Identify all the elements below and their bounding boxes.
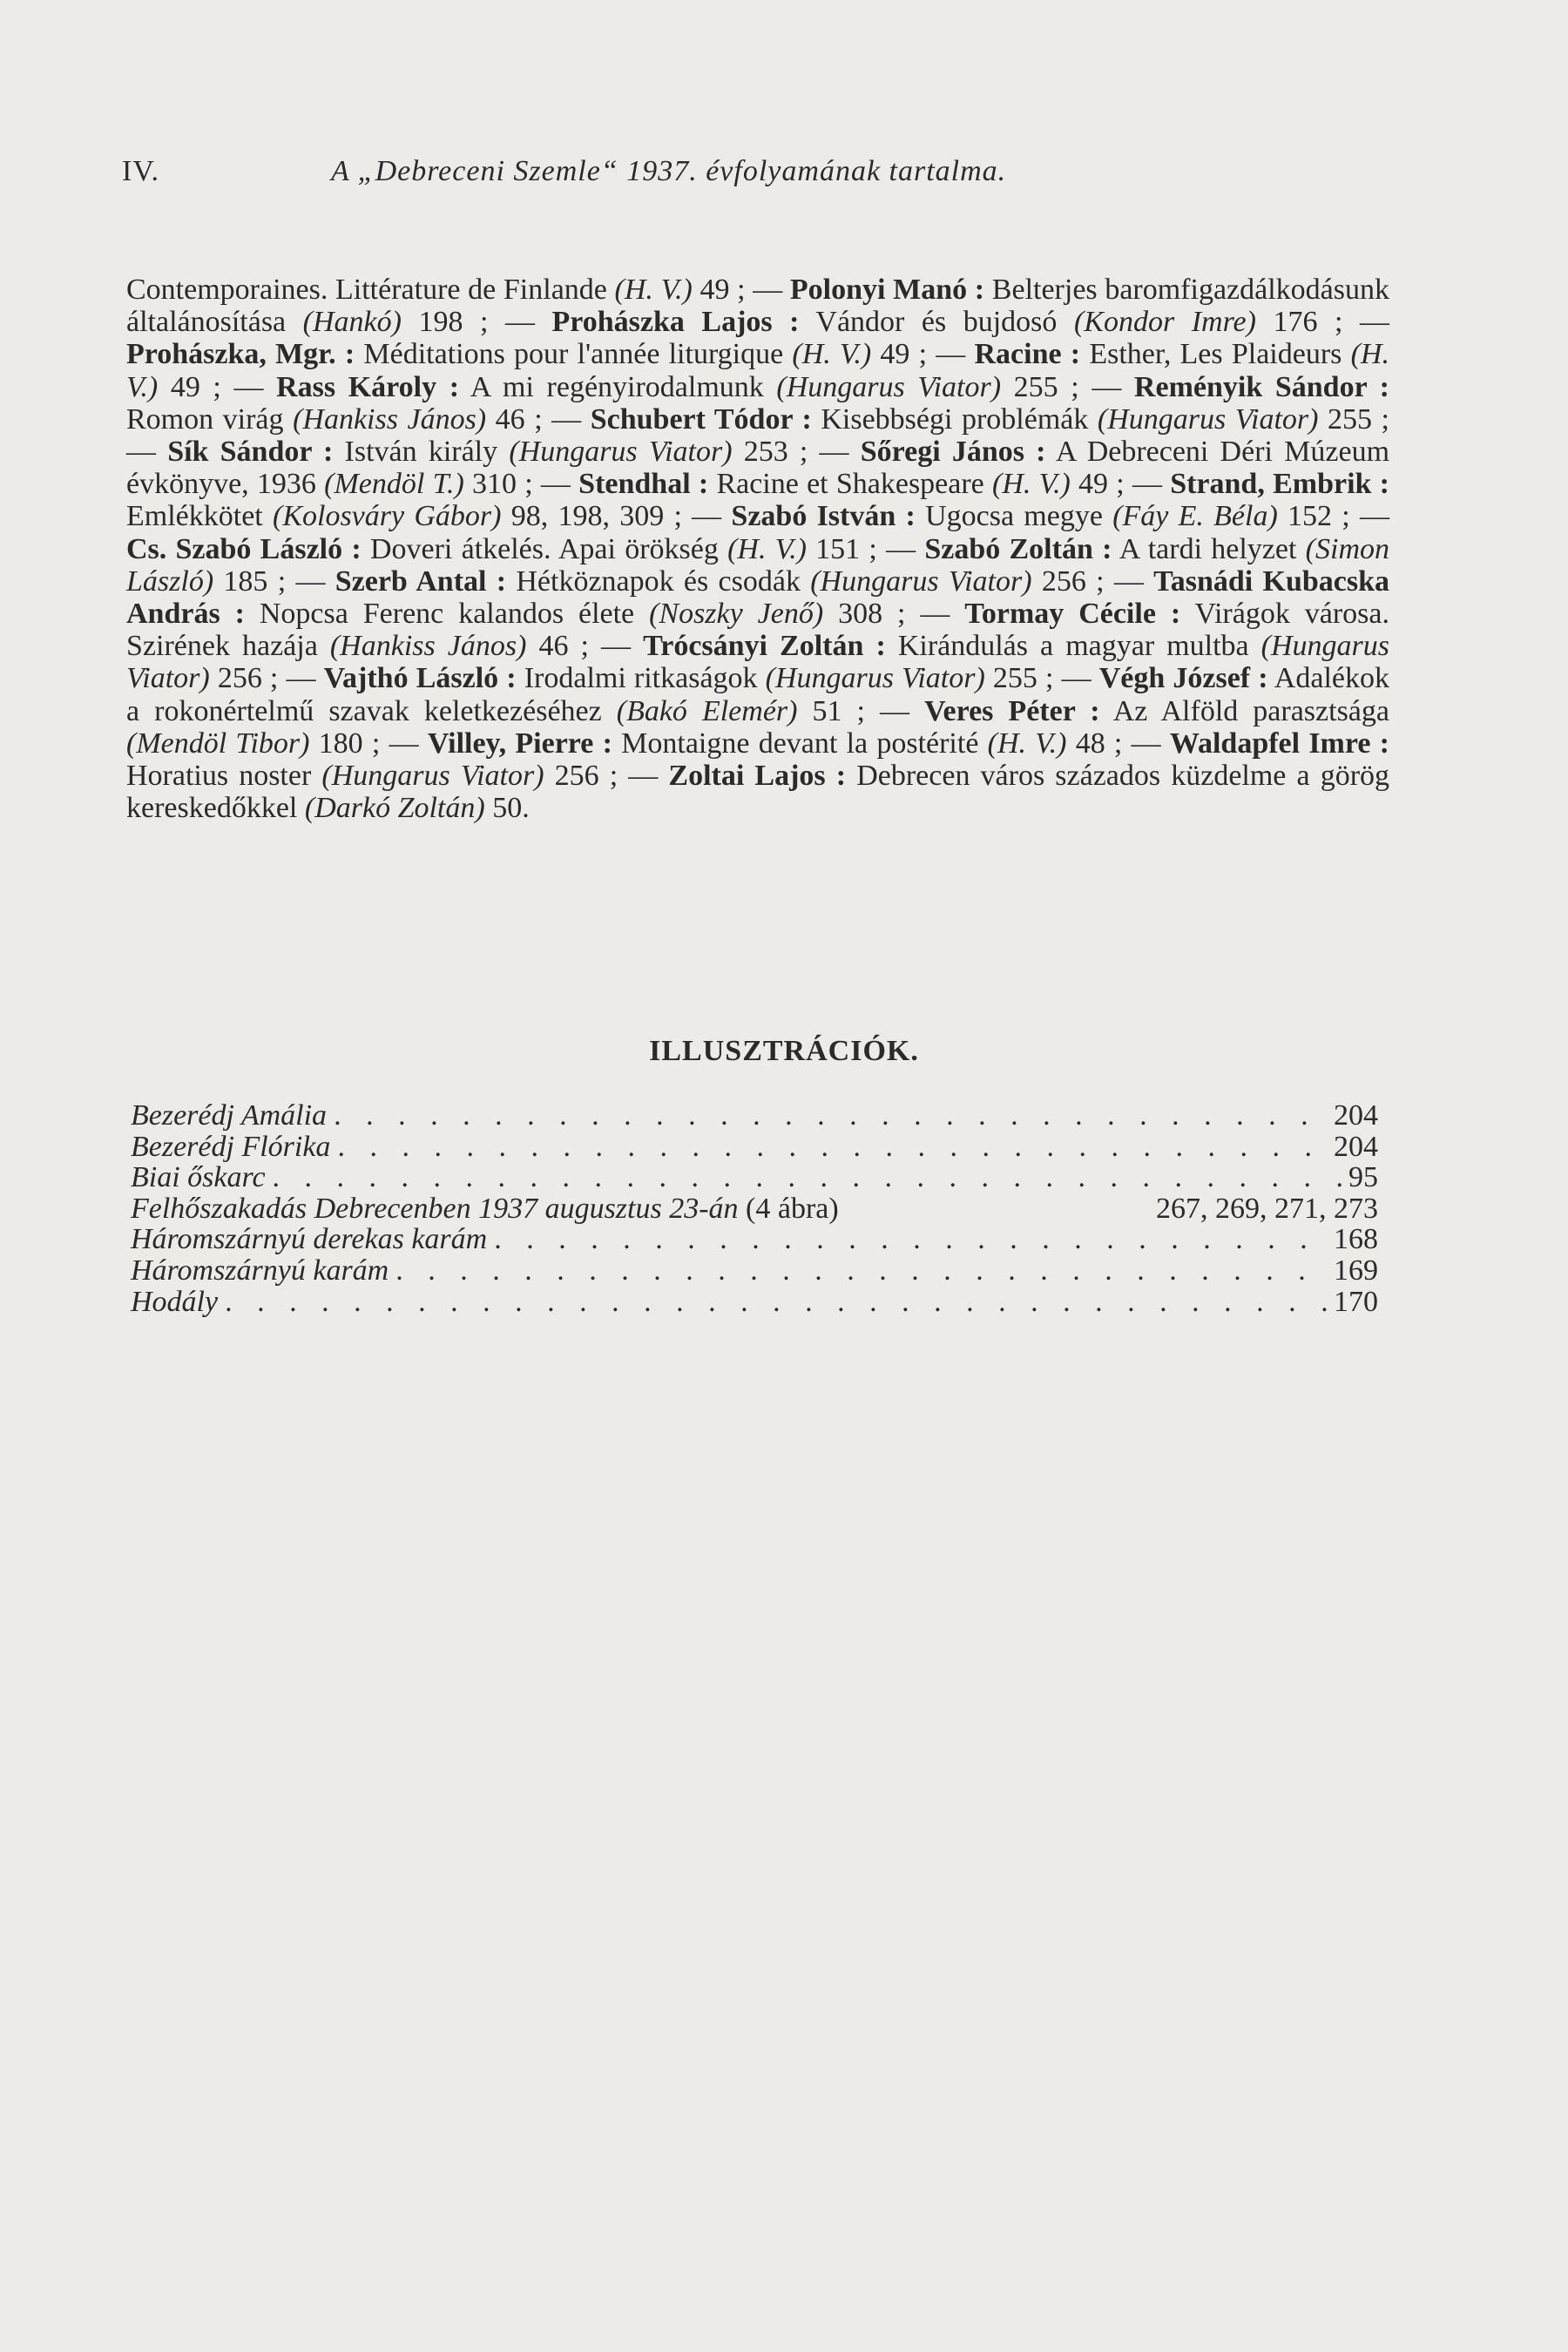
text-segment: 46 ; —	[486, 402, 591, 436]
page-reference: 170	[1334, 1285, 1378, 1318]
author: Racine :	[974, 338, 1081, 371]
reviewer: (Hungarus Viator)	[321, 760, 544, 793]
reviewer: (Hungarus Viator)	[810, 564, 1032, 598]
illustration-title: Biai őskarc	[131, 1161, 266, 1194]
reviewer: (Hungarus Viator)	[765, 662, 985, 695]
reviewer: (H. V.)	[614, 274, 693, 306]
author: Rass Károly :	[276, 370, 460, 403]
leader-dots	[334, 1099, 1327, 1132]
author: Stendhal :	[578, 468, 709, 501]
text-segment: 253 ; —	[732, 436, 861, 469]
text-segment: 98, 198, 309 ; —	[501, 500, 732, 533]
reviewer: (Bakó Elemér)	[616, 694, 798, 727]
author: Schubert Tódor :	[590, 402, 812, 436]
text-segment: 185 ; —	[213, 564, 335, 598]
author: Cs. Szabó László :	[126, 532, 362, 565]
author: Polonyi Manó :	[789, 274, 985, 306]
illustrations-list	[131, 1099, 1378, 1316]
list-item	[131, 1193, 1378, 1224]
text-segment: Az Alföld parasztsága	[1099, 694, 1389, 727]
text-segment: A mi regényirodalmunk	[459, 370, 777, 403]
text-segment: 308 ; —	[823, 598, 965, 631]
author: Reményik Sándor :	[1133, 370, 1389, 403]
page-reference: 204	[1334, 1099, 1378, 1132]
reviewer: (Kolosváry Gábor)	[273, 500, 502, 533]
reviewer: (H. V.)	[126, 338, 1389, 403]
reviewer: (Mendöl Tibor)	[126, 727, 310, 760]
text-segment: 256 ; —	[544, 760, 669, 793]
text-segment: 310 ; —	[463, 468, 579, 501]
list-item	[131, 1286, 1378, 1317]
text-segment: A tardi helyzet	[1112, 532, 1306, 565]
list-item	[131, 1223, 1378, 1254]
page-reference: 169	[1334, 1254, 1378, 1287]
list-item	[131, 1131, 1378, 1162]
author: Villey, Pierre :	[427, 727, 612, 760]
illustration-title: Háromszárnyú derekas karám	[131, 1223, 488, 1256]
reviewer: (Simon László)	[126, 532, 1389, 598]
reviewer: (Darkó Zoltán)	[304, 792, 485, 825]
author: Prohászka Lajos :	[551, 306, 800, 339]
text-segment: 48 ; —	[1066, 727, 1170, 760]
author: Zoltai Lajos :	[668, 760, 847, 793]
text-segment: Kisebbségi problémák	[811, 402, 1098, 436]
author: Sőregi János :	[860, 436, 1046, 469]
reviewer: (Kondor Imre)	[1073, 306, 1256, 339]
reviewer: (Noszky Jenő)	[649, 598, 824, 631]
illustration-title: Háromszárnyú karám	[131, 1254, 389, 1287]
illustration-title	[131, 1193, 839, 1226]
text-segment: A Debreceni Déri Múzeum évkönyve, 1936	[126, 436, 1390, 501]
text-segment: 180 ; —	[309, 727, 428, 760]
reviewer: (Hankiss János)	[329, 630, 527, 663]
text-segment: Horatius noster	[126, 760, 322, 793]
text-segment: Adalékok a rokonértelmű szavak keletkezéséhez	[126, 662, 1389, 727]
text-segment: Romon virág	[126, 402, 294, 436]
text-segment: Méditations pour l'année liturgique	[355, 338, 793, 371]
text-segment: Doveri átkelés. Apai örökség	[361, 532, 728, 565]
text-segment: Nopcsa Ferenc kalandos élete	[244, 598, 650, 631]
author: Strand, Embrik :	[1170, 468, 1389, 501]
text-segment: 255 ; —	[1001, 370, 1134, 403]
reviewer: (H. V.)	[792, 338, 872, 371]
text-segment: Hétköznapok és csodák	[506, 564, 811, 598]
reviewer: (H. V.)	[987, 727, 1067, 760]
illustration-title: Hodály	[131, 1285, 219, 1318]
running-title: A „Debreceni Szemle“ 1937. évfolyamának tartalma.	[331, 155, 1007, 187]
text-segment: Esther, Les Plaideurs	[1080, 338, 1351, 371]
author: Trócsányi Zoltán :	[643, 630, 886, 663]
text-segment: Emlékkötet	[126, 500, 273, 533]
illustration-note: (4 ábra)	[738, 1192, 839, 1225]
text-segment: 255 ; —	[126, 402, 1389, 469]
list-item	[131, 1099, 1378, 1131]
author: Prohászka, Mgr. :	[126, 338, 355, 371]
text-segment: István király	[333, 436, 510, 469]
illustration-title: Bezerédj Flórika	[131, 1130, 331, 1163]
text-segment: Irodalmi ritkaságok	[516, 662, 766, 695]
page-reference: 204	[1334, 1130, 1378, 1163]
text-segment: 256 ; —	[209, 662, 324, 695]
reviewer: (H. V.)	[727, 532, 807, 565]
leader-dots	[225, 1286, 1327, 1319]
author: Veres Péter :	[924, 694, 1100, 727]
author: Szabó István :	[731, 500, 916, 533]
text-segment: 49 ; —	[158, 370, 277, 403]
contents-paragraph	[126, 274, 1389, 824]
leader-dots	[494, 1223, 1327, 1256]
text-segment: 49 ; —	[871, 338, 975, 371]
text-segment: 46 ; —	[526, 630, 644, 663]
reviewer: (Hankó)	[302, 306, 402, 339]
list-item	[131, 1254, 1378, 1286]
author: Végh József :	[1098, 662, 1268, 695]
reviewer: (Hungarus Viator)	[126, 630, 1390, 695]
text-segment: 152 ; —	[1277, 500, 1389, 533]
text-segment: 198 ; —	[401, 306, 552, 339]
text-segment: 51 ; —	[797, 694, 925, 727]
illustration-title-text: Felhőszakadás Debrecenben 1937 augusztus 23-án	[131, 1192, 739, 1225]
text-segment: Virágok városa. Szirének hazája	[126, 598, 1389, 663]
reviewer: (Hungarus Viator)	[509, 436, 733, 469]
author: Vajthó László :	[323, 662, 517, 695]
text-segment: Vándor és bujdosó	[799, 306, 1074, 339]
author: Tasnádi Kubacska András :	[126, 564, 1389, 631]
list-item	[131, 1161, 1378, 1193]
leader-dots	[395, 1254, 1327, 1288]
text-segment: Belterjes baromfigazdálkodásunk általánosítása	[126, 274, 1389, 339]
leader-dots	[337, 1131, 1327, 1164]
page-number-roman: IV.	[122, 155, 159, 187]
page-reference: 168	[1334, 1223, 1378, 1256]
reviewer: (Hankiss János)	[293, 402, 487, 436]
text-segment: 256 ; —	[1031, 564, 1154, 598]
text-segment: Contemporaines. Littérature de Finlande	[126, 274, 615, 306]
reviewer: (Mendöl T.)	[324, 468, 464, 501]
text-segment: Debrecen város százados küzdelme a görög kereskedőkkel	[126, 760, 1390, 825]
author: Tormay Cécile :	[964, 598, 1181, 631]
author: Szabó Zoltán :	[924, 532, 1112, 565]
author: Waldapfel Imre :	[1169, 727, 1389, 760]
page-reference: 267, 269, 271, 273	[1156, 1192, 1378, 1225]
reviewer: (H. V.)	[992, 468, 1071, 501]
text-segment: Racine et Shakespeare	[708, 468, 992, 501]
author: Szerb Antal :	[335, 564, 507, 598]
page-reference: 95	[1348, 1161, 1378, 1194]
text-segment: 151 ; —	[806, 532, 925, 565]
text-segment: 176 ; —	[1255, 306, 1389, 339]
illustrations-heading: ILLUSZTRÁCIÓK.	[649, 1035, 919, 1067]
reviewer: (Hungarus Viator)	[1097, 402, 1319, 436]
text-segment: 49 ; —	[1070, 468, 1171, 501]
text-segment: 49 ; —	[692, 274, 790, 306]
text-segment: 50.	[484, 792, 530, 825]
author: Sík Sándor :	[167, 436, 334, 469]
illustration-title: Bezerédj Amália	[131, 1099, 328, 1132]
text-segment: Kirándulás a magyar multba	[885, 630, 1261, 663]
leader-dots	[273, 1161, 1342, 1194]
reviewer: (Fáy E. Béla)	[1112, 500, 1278, 533]
text-segment: Montaigne devant la postérité	[612, 727, 988, 760]
text-segment: 255 ; —	[984, 662, 1099, 695]
reviewer: (Hungarus Viator)	[776, 370, 1002, 403]
text-segment: Ugocsa megye	[915, 500, 1113, 533]
